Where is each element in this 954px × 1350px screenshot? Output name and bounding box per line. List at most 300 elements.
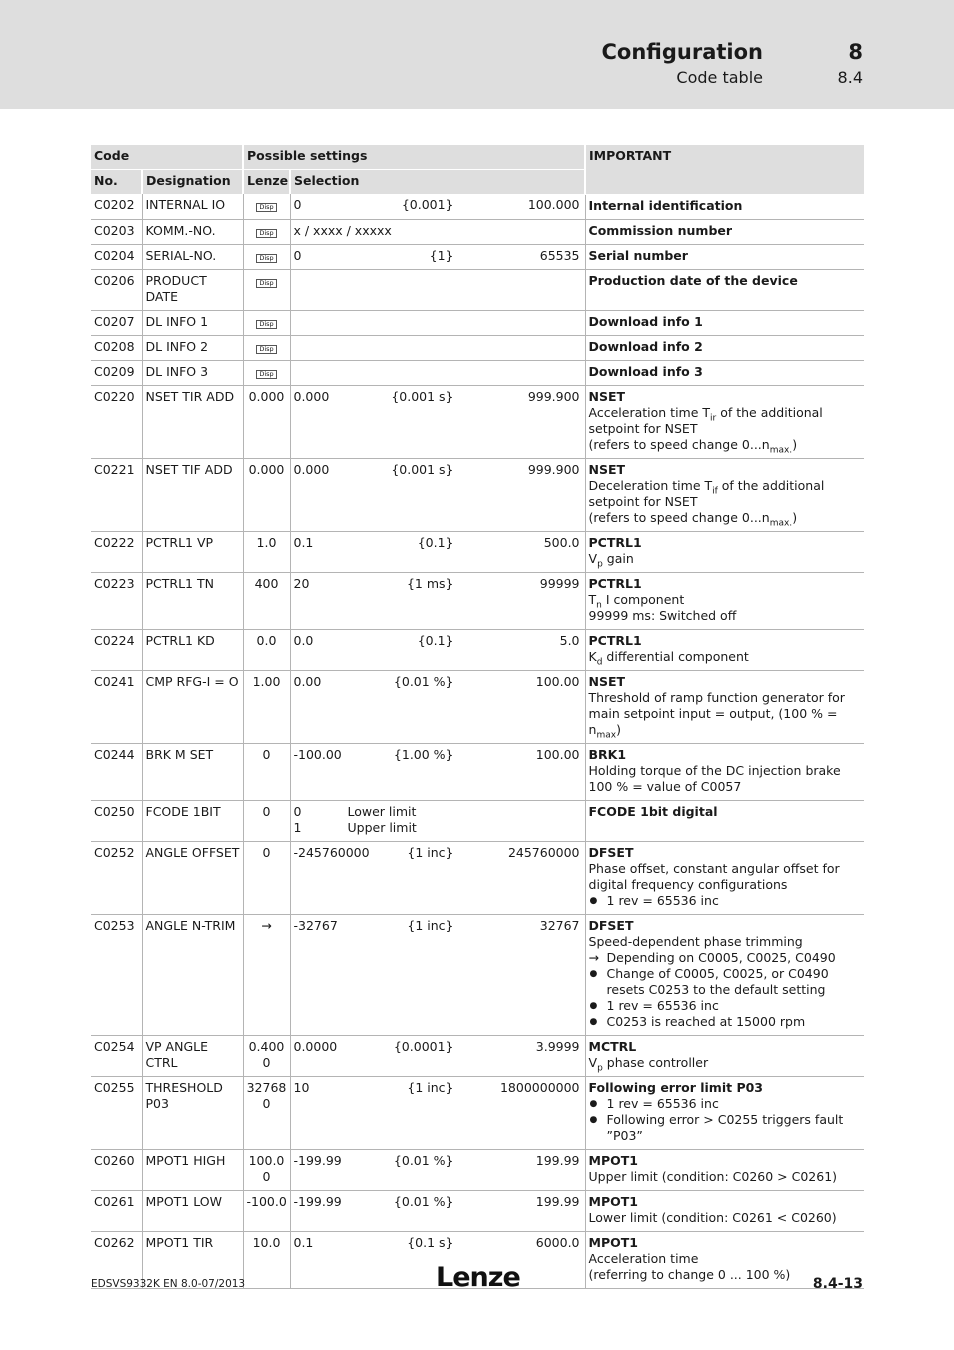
selection	[290, 219, 585, 244]
code-number: C0203	[94, 222, 135, 238]
desc-text: K	[588, 648, 597, 664]
selection-step: {0.01 %}	[393, 1193, 454, 1209]
lenze-value: 1.00	[243, 670, 290, 743]
important	[585, 269, 864, 310]
important-description	[589, 649, 862, 665]
selection	[290, 458, 585, 531]
important	[585, 531, 864, 572]
lenze-value: 0.000	[243, 385, 290, 458]
important	[585, 1035, 864, 1076]
important-title: BRK1	[588, 746, 627, 762]
important	[585, 458, 864, 531]
arrow-item-text: Depending on C0005, C0025, C0490	[606, 949, 836, 965]
important-title: Internal identification	[588, 197, 743, 213]
important-title: DFSET	[588, 917, 634, 933]
important	[585, 800, 864, 841]
desc-text: Threshold of ramp function generator for main setpoint input = output, (100 % = n	[588, 689, 845, 737]
option-value: 1	[293, 819, 302, 835]
code-number: C0250	[94, 803, 135, 819]
selection-step: {0.01 %}	[393, 673, 454, 689]
important-description	[589, 405, 862, 437]
selection-range	[294, 576, 582, 592]
code-number: C0221	[94, 461, 135, 477]
lenze-value	[243, 310, 290, 335]
lenze-value: →	[243, 914, 290, 1035]
important-note	[589, 437, 862, 453]
important-bullet: ● 1 rev = 65536 inc	[589, 998, 862, 1014]
desc-subscript: d	[596, 657, 603, 667]
disp-icon: Disp	[256, 229, 276, 238]
code-number: C0255	[94, 1079, 135, 1095]
selection-max: 999.900	[527, 388, 580, 404]
important-line: Phase offset, constant angular offset for digital frequency configurations	[588, 860, 840, 892]
chapter-number: 8	[848, 40, 863, 64]
important	[585, 572, 864, 629]
selection	[290, 800, 585, 841]
table-row	[91, 914, 864, 1035]
table-row	[91, 194, 864, 219]
selection-option	[294, 804, 582, 820]
selection-option	[294, 820, 582, 836]
designation: BRK M SET	[142, 743, 243, 800]
designation: VP ANGLE CTRL	[142, 1035, 243, 1076]
important-description	[589, 478, 862, 510]
important	[585, 841, 864, 914]
table-row	[91, 1035, 864, 1076]
important	[585, 244, 864, 269]
important-title: Serial number	[588, 247, 688, 263]
selection-min: 0.1	[293, 534, 314, 550]
important	[585, 219, 864, 244]
code-number: C0254	[94, 1038, 135, 1054]
selection-range	[294, 747, 582, 763]
important	[585, 914, 864, 1035]
designation: ANGLE N-TRIM	[142, 914, 243, 1035]
selection	[290, 244, 585, 269]
note-text: (refers to speed change 0...n	[588, 436, 770, 452]
selection-min: 0.00	[293, 673, 322, 689]
important	[585, 1190, 864, 1231]
desc-text: I component	[601, 591, 685, 607]
important-title: MPOT1	[588, 1152, 638, 1168]
table-row	[91, 629, 864, 670]
selection-min: 0	[293, 247, 302, 263]
selection-max: 3.9999	[535, 1038, 580, 1054]
desc-text: V	[588, 1054, 598, 1070]
code-number: C0208	[94, 338, 135, 354]
desc-text: differential component	[602, 648, 749, 664]
important-title: PCTRL1	[588, 534, 642, 550]
designation: KOMM.-NO.	[142, 219, 243, 244]
selection-min: -32767	[293, 917, 338, 933]
page-number: 8.4-13	[812, 1276, 863, 1292]
important-note: 99999 ms: Switched off	[588, 607, 737, 623]
lenze-value	[243, 360, 290, 385]
desc-subscript: max	[596, 730, 617, 740]
lenze-value: 32768 0	[243, 1076, 290, 1149]
lenze-value: 0.400 0	[243, 1035, 290, 1076]
important	[585, 743, 864, 800]
selection	[290, 743, 585, 800]
table-row	[91, 1190, 864, 1231]
selection-range	[294, 1153, 582, 1169]
important-title: MPOT1	[588, 1234, 638, 1250]
desc-text: of the additional setpoint for NSET	[588, 477, 825, 509]
designation: DL INFO 2	[142, 335, 243, 360]
selection-step: {0.001 s}	[391, 461, 454, 477]
table-row	[91, 1076, 864, 1149]
designation: DL INFO 1	[142, 310, 243, 335]
important-title: Production date of the device	[588, 272, 798, 288]
designation: THRESHOLD P03	[142, 1076, 243, 1149]
lenze-value: 10.0	[243, 1231, 290, 1288]
desc-subscript: p	[597, 559, 603, 569]
selection-max: 199.99	[535, 1152, 580, 1168]
important	[585, 385, 864, 458]
selection-step: {1 ms}	[406, 575, 454, 591]
selection-range	[294, 248, 582, 264]
important	[585, 1076, 864, 1149]
table-row	[91, 360, 864, 385]
selection-max: 999.900	[527, 461, 580, 477]
code-number: C0261	[94, 1193, 135, 1209]
important	[585, 670, 864, 743]
important-description	[589, 1055, 862, 1071]
desc-subscript: p	[597, 1063, 603, 1073]
selection	[290, 914, 585, 1035]
selection-min: 0.000	[293, 388, 330, 404]
disp-icon: Disp	[256, 203, 276, 212]
selection	[290, 629, 585, 670]
selection-max: 1800000000	[499, 1079, 580, 1095]
page-subtitle: Code table	[676, 68, 763, 87]
designation: PRODUCT DATE	[142, 269, 243, 310]
desc-subscript: n	[596, 600, 602, 610]
designation: PCTRL1 KD	[142, 629, 243, 670]
selection	[290, 194, 585, 219]
disp-icon: Disp	[256, 254, 276, 263]
selection-step: {1 inc}	[407, 917, 454, 933]
disp-icon: Disp	[256, 345, 276, 354]
table-row	[91, 531, 864, 572]
selection	[290, 572, 585, 629]
selection-max: 99999	[539, 575, 580, 591]
selection-min: 10	[293, 1079, 310, 1095]
important	[585, 310, 864, 335]
code-number: C0241	[94, 673, 135, 689]
important-line: Speed-dependent phase trimming	[588, 933, 803, 949]
note-subscript: max.	[769, 518, 793, 528]
selection-step: {0.001 s}	[391, 388, 454, 404]
important-line: Upper limit (condition: C0260 > C0261)	[588, 1168, 838, 1184]
selection-range	[294, 1080, 582, 1096]
selection-max: 199.99	[535, 1193, 580, 1209]
selection-range	[294, 633, 582, 649]
doc-reference: EDSVS9332K EN 8.0-07/2013	[91, 1278, 246, 1290]
desc-text: Deceleration time T	[588, 477, 713, 493]
important-title: MCTRL	[588, 1038, 637, 1054]
note-text: (refers to speed change 0...n	[588, 509, 770, 525]
selection-max: 100.00	[535, 673, 580, 689]
desc-text: Acceleration time T	[588, 404, 711, 420]
header-important: IMPORTANT	[585, 145, 864, 194]
important-note	[589, 510, 862, 526]
important-title: MPOT1	[588, 1193, 638, 1209]
selection-max: 5.0	[559, 632, 580, 648]
selection-max: 65535	[539, 247, 580, 263]
important-title: FCODE 1bit digital	[588, 803, 718, 819]
table-row	[91, 800, 864, 841]
header-no: No.	[91, 170, 142, 195]
code-number: C0260	[94, 1152, 135, 1168]
important-line: (referring to change 0 ... 100 %)	[588, 1266, 791, 1282]
selection-step: {0.001}	[401, 197, 454, 212]
selection-max: 100.00	[535, 746, 580, 762]
code-number: C0223	[94, 575, 135, 591]
code-number: C0244	[94, 746, 135, 762]
lenze-value	[243, 219, 290, 244]
selection-text: x / xxxx / xxxxx	[293, 222, 392, 238]
designation: INTERNAL IO	[142, 194, 243, 219]
code-number: C0209	[94, 363, 135, 379]
selection	[290, 1149, 585, 1190]
table-row	[91, 310, 864, 335]
lenze-value: 400	[243, 572, 290, 629]
note-subscript: max.	[769, 445, 793, 455]
lenze-value: 0.000	[243, 458, 290, 531]
table-row	[91, 670, 864, 743]
code-number: C0206	[94, 272, 135, 288]
table-row	[91, 269, 864, 310]
table-row	[91, 743, 864, 800]
table-row	[91, 572, 864, 629]
selection-max: 500.0	[543, 534, 580, 550]
designation: PCTRL1 VP	[142, 531, 243, 572]
code-number: C0224	[94, 632, 135, 648]
table-row	[91, 458, 864, 531]
selection	[290, 1035, 585, 1076]
selection	[290, 670, 585, 743]
important-arrow-item	[589, 950, 862, 966]
designation: MPOT1 LOW	[142, 1190, 243, 1231]
page-title: Configuration	[601, 40, 763, 64]
table-row	[91, 219, 864, 244]
lenze-value: 0	[243, 841, 290, 914]
lenze-value	[243, 269, 290, 310]
selection-min: -100.00	[293, 746, 342, 762]
selection-range	[294, 389, 582, 405]
code-number: C0207	[94, 313, 135, 329]
note-text: )	[792, 509, 798, 525]
header-lenze: Lenze	[243, 170, 290, 195]
selection-min: 0.0000	[293, 1038, 338, 1054]
code-number: C0252	[94, 844, 135, 860]
important	[585, 335, 864, 360]
table-row	[91, 1149, 864, 1190]
selection-step: {0.1 s}	[407, 1234, 454, 1250]
selection-min: -245760000	[293, 844, 370, 860]
selection-range	[294, 674, 582, 690]
important-bullet: ● 1 rev = 65536 inc	[589, 893, 862, 909]
selection-step: {0.0001}	[393, 1038, 454, 1054]
designation: PCTRL1 TN	[142, 572, 243, 629]
designation: CMP RFG-I = O	[142, 670, 243, 743]
note-text: )	[792, 436, 798, 452]
desc-text: phase controller	[602, 1054, 709, 1070]
option-text: Lower limit	[347, 803, 417, 819]
important-title: NSET	[588, 388, 626, 404]
selection	[290, 531, 585, 572]
important-title: Commission number	[588, 222, 733, 238]
important	[585, 629, 864, 670]
important-title: NSET	[588, 461, 626, 477]
selection-step: {0.1}	[417, 534, 454, 550]
important-line: Acceleration time	[588, 1250, 699, 1266]
important-bullet: ● Change of C0005, C0025, or C0490 resets C0253 to the default setting	[589, 966, 862, 998]
selection-range	[294, 1039, 582, 1055]
disp-icon: Disp	[256, 279, 276, 288]
lenze-value: 0	[243, 743, 290, 800]
header-designation: Designation	[142, 170, 243, 195]
arrow-right-icon: →	[588, 949, 599, 965]
selection-min: 0.0	[293, 632, 314, 648]
code-number: C0220	[94, 388, 135, 404]
selection-step: {1 inc}	[407, 1079, 454, 1095]
lenze-value: 100.0 0	[243, 1149, 290, 1190]
header-band	[0, 0, 954, 109]
header-code: Code	[91, 145, 243, 170]
option-text: Upper limit	[347, 819, 417, 835]
selection-range	[294, 918, 582, 934]
selection-step: {0.1}	[417, 632, 454, 648]
selection-range	[294, 1194, 582, 1210]
designation: MPOT1 TIR	[142, 1231, 243, 1288]
option-value: 0	[293, 803, 302, 819]
code-table	[91, 145, 864, 1289]
important	[585, 1149, 864, 1190]
important-title: PCTRL1	[588, 575, 642, 591]
selection	[290, 1190, 585, 1231]
selection	[290, 841, 585, 914]
code-number: C0262	[94, 1234, 135, 1250]
selection-min: 0	[293, 197, 302, 212]
selection-range	[294, 1235, 582, 1251]
code-number: C0222	[94, 534, 135, 550]
important-description	[589, 592, 862, 608]
important-title: Download info 2	[588, 338, 703, 354]
lenze-value: 0	[243, 800, 290, 841]
important-title: Following error limit P03	[588, 1079, 763, 1095]
selection	[290, 360, 585, 385]
designation: NSET TIF ADD	[142, 458, 243, 531]
desc-text: T	[588, 591, 597, 607]
lenze-value	[243, 335, 290, 360]
selection-step: {1 inc}	[407, 844, 454, 860]
header-selection: Selection	[290, 170, 585, 195]
selection-max: 32767	[539, 917, 580, 933]
lenze-value	[243, 194, 290, 219]
important-description	[589, 690, 862, 738]
lenze-value: 1.0	[243, 531, 290, 572]
selection-step: {1}	[429, 247, 454, 263]
important-bullet: ● C0253 is reached at 15000 rpm	[589, 1014, 862, 1030]
disp-icon: Disp	[256, 320, 276, 329]
disp-icon: Disp	[256, 370, 276, 379]
important-bullet: ● Following error > C0255 triggers fault ”P03”	[589, 1112, 862, 1144]
section-number: 8.4	[837, 68, 863, 87]
important-title: Download info 1	[588, 313, 703, 329]
selection-max: 100.000	[527, 197, 580, 212]
designation: DL INFO 3	[142, 360, 243, 385]
important-line: Lower limit (condition: C0261 < C0260)	[588, 1209, 837, 1225]
selection-range	[294, 197, 582, 213]
desc-subscript: ir	[710, 413, 717, 423]
important-description	[589, 551, 862, 567]
code-number: C0253	[94, 917, 135, 933]
important	[585, 360, 864, 385]
important-line: 100 % = value of C0057	[588, 778, 742, 794]
desc-text: of the additional setpoint for NSET	[588, 404, 823, 436]
table-row	[91, 841, 864, 914]
lenze-value: 0.0	[243, 629, 290, 670]
code-number: C0204	[94, 247, 135, 263]
table-row	[91, 244, 864, 269]
lenze-value	[243, 244, 290, 269]
header-possible-settings: Possible settings	[243, 145, 585, 170]
lenze-logo: Lenze	[436, 1262, 520, 1293]
designation: FCODE 1BIT	[142, 800, 243, 841]
selection-min: 0.1	[293, 1234, 314, 1250]
selection-step: {1.00 %}	[393, 746, 454, 762]
table-row	[91, 385, 864, 458]
desc-subscript: if	[712, 486, 718, 496]
important-line: Holding torque of the DC injection brake	[588, 762, 841, 778]
selection	[290, 269, 585, 310]
important-title: NSET	[588, 673, 626, 689]
important-title: DFSET	[588, 844, 634, 860]
desc-text: )	[616, 721, 621, 737]
important-title: PCTRL1	[588, 632, 642, 648]
selection	[290, 1076, 585, 1149]
important-title: Download info 3	[588, 363, 703, 379]
selection-step: {0.01 %}	[393, 1152, 454, 1168]
selection-range	[294, 845, 582, 861]
important-bullet: ● 1 rev = 65536 inc	[589, 1096, 862, 1112]
selection-min: 20	[293, 575, 310, 591]
code-number: C0202	[94, 197, 135, 212]
selection	[290, 385, 585, 458]
selection	[290, 335, 585, 360]
selection-min: -199.99	[293, 1152, 342, 1168]
selection-min: 0.000	[293, 461, 330, 477]
selection-max: 245760000	[507, 844, 580, 860]
selection-min: -199.99	[293, 1193, 342, 1209]
designation: MPOT1 HIGH	[142, 1149, 243, 1190]
lenze-value: -100.0	[243, 1190, 290, 1231]
desc-text: gain	[602, 550, 634, 566]
important	[585, 194, 864, 219]
desc-text: V	[588, 550, 598, 566]
designation: NSET TIR ADD	[142, 385, 243, 458]
selection	[290, 310, 585, 335]
selection-max: 6000.0	[535, 1234, 580, 1250]
table-header-row	[91, 145, 864, 170]
designation: ANGLE OFFSET	[142, 841, 243, 914]
table-row	[91, 335, 864, 360]
selection-range	[294, 535, 582, 551]
selection-range	[294, 462, 582, 478]
designation: SERIAL-NO.	[142, 244, 243, 269]
